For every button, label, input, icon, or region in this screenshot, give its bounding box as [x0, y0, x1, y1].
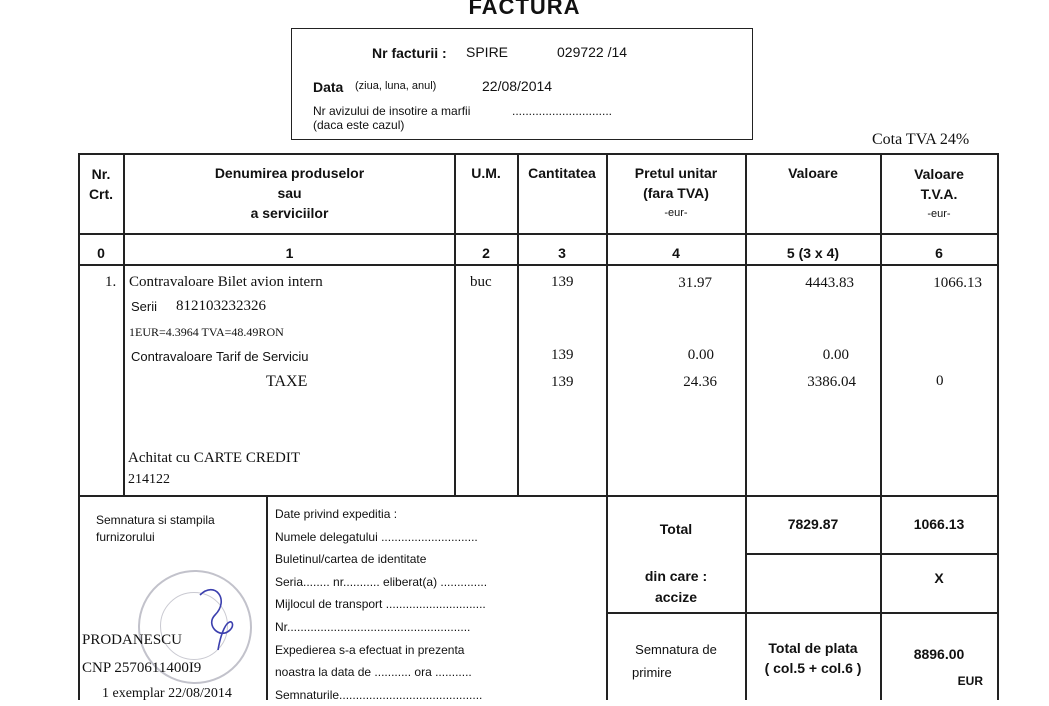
exemplar-note: 1 exemplar 22/08/2014 — [102, 686, 232, 701]
col-index-4: 4 — [672, 245, 680, 261]
table-left-border — [78, 153, 80, 700]
accize-mark: X — [934, 570, 944, 586]
sig-label-line-2: furnizorului — [96, 530, 155, 544]
aviz-note: (daca este cazul) — [313, 118, 405, 132]
expedition-block — [275, 503, 487, 706]
item-1-value: 4443.83 — [805, 275, 854, 291]
col-header-denumire — [124, 163, 455, 223]
din-care-accize — [607, 566, 745, 608]
item-2-value: 0.00 — [822, 347, 849, 363]
den-line-3: a serviciilor — [250, 205, 329, 221]
col-sep-4 — [606, 153, 608, 700]
col-index-5: 5 (3 x 4) — [786, 245, 840, 261]
invoice-number-label — [372, 45, 447, 61]
paid-by-card: Achitat cu CARTE CREDIT — [128, 450, 300, 466]
col-sep-5 — [745, 153, 747, 700]
col-header-nr-crt — [79, 164, 123, 204]
col-header-cantitate: Cantitatea — [528, 165, 596, 181]
vtva-line-1: Valoare — [914, 166, 964, 182]
item-1-description: Contravaloare Bilet avion intern — [129, 274, 323, 290]
card-reference: 214122 — [128, 472, 170, 487]
accize-label: accize — [654, 589, 698, 605]
total-label: Total — [659, 521, 693, 537]
item-3-unit-price: 24.36 — [683, 374, 717, 390]
delegate-name-line: Numele delegatului ............................. — [275, 529, 478, 544]
item-2-unit-price: 0.00 — [687, 347, 714, 363]
item-2-quantity: 139 — [551, 347, 574, 363]
item-1-um: buc — [470, 274, 492, 290]
item-2-description: Contravaloare Tarif de Serviciu — [131, 349, 309, 364]
col-header-pret — [607, 163, 745, 223]
pret-line-1: Pretul unitar — [634, 165, 718, 181]
transport-nr-line: Nr....................................................... — [275, 619, 471, 634]
col-header-valoare: Valoare — [788, 165, 838, 181]
aviz-label: Nr avizului de insotire a marfii — [313, 104, 471, 118]
supplier-name: PRODANESCU — [82, 632, 183, 648]
index-row-divider — [78, 264, 999, 266]
id-series-line: Seria........ nr........... eliberat(a) .............. — [275, 574, 488, 589]
shipping-presence-line: Expedierea s-a efectuat in prezenta — [275, 642, 465, 657]
col-header-um: U.M. — [471, 165, 501, 181]
footer-accize-divider — [606, 612, 999, 614]
header-divider — [78, 233, 999, 235]
id-card-line: Buletinul/cartea de identitate — [275, 552, 427, 567]
shipping-date-line: noastra la data de ........... ora ........... — [275, 665, 472, 680]
serii-value: 812103232326 — [176, 298, 266, 314]
col-index-2: 2 — [482, 245, 490, 261]
col-sep-3 — [517, 153, 519, 496]
vtva-line-2: T.V.A. — [920, 186, 958, 202]
crt-label: Crt. — [88, 186, 114, 202]
footer-sep-1 — [266, 495, 268, 700]
den-line-1: Denumirea produselor — [214, 165, 365, 181]
col-index-0: 0 — [97, 245, 105, 261]
total-payable-label — [746, 638, 880, 678]
vtva-line-3: -eur- — [927, 208, 951, 220]
table-right-border — [997, 153, 999, 700]
item-3-quantity: 139 — [551, 374, 574, 390]
transport-line: Mijlocul de transport .............................. — [275, 597, 486, 612]
date-hint: (ziua, luna, anul) — [355, 80, 437, 92]
col-index-1: 1 — [285, 245, 294, 261]
item-3-vat: 0 — [936, 373, 944, 389]
item-3-value: 3386.04 — [807, 374, 856, 390]
item-1-vat: 1066.13 — [933, 275, 982, 291]
invoice-title: FACTURA — [468, 0, 581, 19]
items-bottom-border — [78, 495, 999, 497]
din-care-label: din care : — [644, 568, 708, 584]
supplier-signature-label — [96, 512, 215, 546]
footer-total-divider — [745, 553, 999, 555]
col-index-6: 6 — [935, 245, 943, 261]
item-1-quantity: 139 — [551, 274, 574, 290]
expedition-title: Date privind expeditia : — [275, 507, 398, 521]
total-payable-line-1: Total de plata — [768, 640, 858, 656]
primire-line-2: primire — [632, 665, 672, 680]
primire-line-1: Semnatura de — [635, 642, 717, 657]
signatures-line: Semnaturile........................................... — [275, 687, 483, 702]
item-number: 1. — [105, 274, 117, 290]
invoice-number: 029722 /14 — [557, 44, 628, 60]
den-line-2: sau — [277, 185, 302, 201]
total-payable-line-2: ( col.5 + col.6 ) — [764, 660, 862, 676]
col-header-valoare-tva — [881, 164, 997, 224]
date-label: Data — [313, 79, 344, 95]
table-top-border — [78, 153, 999, 155]
col-sep-6 — [880, 153, 882, 700]
total-payable-currency: EUR — [957, 674, 983, 688]
nr-label: Nr. — [91, 166, 111, 182]
invoice-series: SPIRE — [466, 44, 509, 60]
aviz-dots: .............................. — [512, 104, 613, 118]
item-1-unit-price: 31.97 — [678, 275, 712, 291]
exchange-rate-note: 1EUR=4.3964 TVA=48.49RON — [129, 325, 284, 339]
nr-facturii-label: Nr facturii — [372, 45, 439, 61]
nr-colon: : — [442, 45, 447, 61]
col-index-3: 3 — [558, 245, 566, 261]
pret-line-2: (fara TVA) — [643, 185, 709, 201]
total-value: 7829.87 — [787, 516, 839, 532]
supplier-cnp: CNP 2570611400I9 — [82, 660, 202, 676]
item-3-description: TAXE — [266, 373, 308, 390]
total-vat: 1066.13 — [913, 516, 965, 532]
serii-label: Serii — [131, 299, 158, 314]
signature-scribble — [190, 580, 250, 660]
total-payable-value: 8896.00 — [913, 646, 965, 662]
pret-line-3: -eur- — [664, 207, 688, 219]
receipt-signature-label — [607, 638, 745, 684]
cota-tva: Cota TVA 24% — [872, 131, 970, 148]
sig-label-line-1: Semnatura si stampila — [96, 513, 215, 527]
invoice-date: 22/08/2014 — [482, 78, 553, 94]
